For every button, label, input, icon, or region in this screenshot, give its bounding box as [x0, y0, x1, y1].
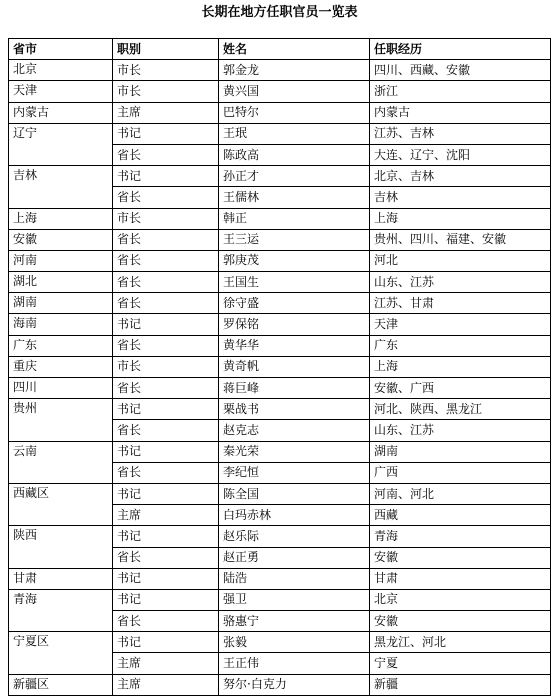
- officials-table: [8, 38, 551, 696]
- table-row: [9, 568, 551, 589]
- cell-name: 王珉: [219, 123, 370, 144]
- cell-name: 王三运: [219, 229, 370, 250]
- table-title: 长期在地方任职官员一览表: [201, 5, 358, 20]
- table-row: [9, 166, 551, 187]
- table-row: [9, 229, 551, 250]
- cell-position: 省长: [113, 293, 219, 314]
- cell-experience: 河北: [370, 250, 551, 271]
- cell-position: 市长: [113, 356, 219, 377]
- table-row: [9, 399, 551, 420]
- table-row: [9, 483, 551, 504]
- cell-experience: 江苏、吉林: [370, 123, 551, 144]
- cell-name: 郭金龙: [219, 60, 370, 81]
- cell-name: 王国生: [219, 272, 370, 293]
- cell-experience: 广东: [370, 335, 551, 356]
- cell-name: 韩正: [219, 208, 370, 229]
- cell-province: 天津: [9, 81, 113, 102]
- table-row: [9, 378, 551, 399]
- header-row: [9, 39, 551, 60]
- cell-position: 主席: [113, 102, 219, 123]
- cell-experience: 河南、河北: [370, 483, 551, 504]
- cell-position: 书记: [113, 632, 219, 653]
- cell-name: 徐守盛: [219, 293, 370, 314]
- table-row: [9, 589, 551, 610]
- table-row: [9, 632, 551, 653]
- table-row: [9, 208, 551, 229]
- cell-experience: 宁夏: [370, 653, 551, 674]
- cell-position: 书记: [113, 166, 219, 187]
- cell-name: 黄华华: [219, 335, 370, 356]
- cell-name: 陈全国: [219, 483, 370, 504]
- cell-name: 王儒林: [219, 187, 370, 208]
- header-position: 职别: [113, 39, 219, 60]
- cell-position: 省长: [113, 420, 219, 441]
- cell-province: 甘肃: [9, 568, 113, 589]
- cell-position: 省长: [113, 229, 219, 250]
- cell-name: 努尔·白克力: [219, 674, 370, 695]
- cell-position: 书记: [113, 568, 219, 589]
- cell-position: 主席: [113, 505, 219, 526]
- cell-province: 新疆区: [9, 674, 113, 695]
- table-row: [9, 81, 551, 102]
- cell-name: 郭庚茂: [219, 250, 370, 271]
- cell-province: 广东: [9, 335, 113, 356]
- cell-province: 海南: [9, 314, 113, 335]
- cell-name: 陈政高: [219, 144, 370, 165]
- cell-province: 吉林: [9, 166, 113, 208]
- cell-experience: 新疆: [370, 674, 551, 695]
- cell-province: 上海: [9, 208, 113, 229]
- table-row: [9, 674, 551, 695]
- cell-name: 罗保铭: [219, 314, 370, 335]
- cell-experience: 安徽、广西: [370, 378, 551, 399]
- cell-name: 骆惠宁: [219, 611, 370, 632]
- cell-experience: 安徽: [370, 547, 551, 568]
- cell-position: 省长: [113, 547, 219, 568]
- cell-province: 宁夏区: [9, 632, 113, 674]
- table-row: [9, 314, 551, 335]
- cell-province: 重庆: [9, 356, 113, 377]
- cell-experience: 山东、江苏: [370, 272, 551, 293]
- cell-position: 书记: [113, 314, 219, 335]
- cell-name: 赵正勇: [219, 547, 370, 568]
- cell-position: 书记: [113, 123, 219, 144]
- cell-name: 巴特尔: [219, 102, 370, 123]
- cell-experience: 江苏、甘肃: [370, 293, 551, 314]
- cell-name: 黄兴国: [219, 81, 370, 102]
- cell-province: 青海: [9, 589, 113, 631]
- cell-name: 王正伟: [219, 653, 370, 674]
- cell-experience: 四川、西藏、安徽: [370, 60, 551, 81]
- cell-province: 辽宁: [9, 123, 113, 165]
- cell-name: 陆浩: [219, 568, 370, 589]
- table-row: [9, 356, 551, 377]
- cell-experience: 浙江: [370, 81, 551, 102]
- cell-province: 湖南: [9, 293, 113, 314]
- cell-position: 省长: [113, 187, 219, 208]
- cell-province: 西藏区: [9, 483, 113, 525]
- cell-position: 书记: [113, 526, 219, 547]
- cell-province: 云南: [9, 441, 113, 483]
- cell-name: 赵乐际: [219, 526, 370, 547]
- header-province: 省市: [9, 39, 113, 60]
- cell-name: 强卫: [219, 589, 370, 610]
- cell-experience: 河北、陕西、黑龙江: [370, 399, 551, 420]
- cell-name: 黄奇帆: [219, 356, 370, 377]
- cell-position: 书记: [113, 483, 219, 504]
- cell-experience: 天津: [370, 314, 551, 335]
- cell-province: 内蒙古: [9, 102, 113, 123]
- cell-name: 秦光荣: [219, 441, 370, 462]
- cell-experience: 大连、辽宁、沈阳: [370, 144, 551, 165]
- header-name: 姓名: [219, 39, 370, 60]
- cell-experience: 广西: [370, 462, 551, 483]
- cell-name: 蒋巨峰: [219, 378, 370, 399]
- cell-position: 主席: [113, 674, 219, 695]
- cell-province: 安徽: [9, 229, 113, 250]
- cell-name: 白玛赤林: [219, 505, 370, 526]
- cell-position: 省长: [113, 462, 219, 483]
- cell-province: 陕西: [9, 526, 113, 568]
- cell-position: 书记: [113, 441, 219, 462]
- table-row: [9, 441, 551, 462]
- cell-name: 张毅: [219, 632, 370, 653]
- cell-name: 李纪恒: [219, 462, 370, 483]
- cell-name: 栗战书: [219, 399, 370, 420]
- cell-position: 省长: [113, 335, 219, 356]
- cell-position: 市长: [113, 208, 219, 229]
- table-row: [9, 335, 551, 356]
- cell-position: 书记: [113, 589, 219, 610]
- cell-experience: 上海: [370, 356, 551, 377]
- cell-experience: 北京: [370, 589, 551, 610]
- cell-province: 贵州: [9, 399, 113, 441]
- table-body: [9, 60, 551, 696]
- cell-province: 四川: [9, 378, 113, 399]
- cell-experience: 甘肃: [370, 568, 551, 589]
- cell-experience: 黑龙江、河北: [370, 632, 551, 653]
- cell-province: 北京: [9, 60, 113, 81]
- cell-experience: 北京、吉林: [370, 166, 551, 187]
- cell-position: 市长: [113, 60, 219, 81]
- header-experience: 任职经历: [370, 39, 551, 60]
- cell-position: 省长: [113, 144, 219, 165]
- cell-experience: 山东、江苏: [370, 420, 551, 441]
- cell-experience: 上海: [370, 208, 551, 229]
- cell-province: 湖北: [9, 272, 113, 293]
- cell-position: 书记: [113, 399, 219, 420]
- cell-experience: 青海: [370, 526, 551, 547]
- cell-experience: 吉林: [370, 187, 551, 208]
- cell-experience: 贵州、四川、福建、安徽: [370, 229, 551, 250]
- table-row: [9, 526, 551, 547]
- cell-position: 省长: [113, 250, 219, 271]
- table-row: [9, 123, 551, 144]
- cell-position: 市长: [113, 81, 219, 102]
- cell-name: 赵克志: [219, 420, 370, 441]
- cell-position: 省长: [113, 611, 219, 632]
- cell-experience: 湖南: [370, 441, 551, 462]
- cell-experience: 内蒙古: [370, 102, 551, 123]
- cell-position: 省长: [113, 272, 219, 293]
- table-row: [9, 102, 551, 123]
- table-row: [9, 293, 551, 314]
- cell-province: 河南: [9, 250, 113, 271]
- cell-name: 孙正才: [219, 166, 370, 187]
- cell-position: 主席: [113, 653, 219, 674]
- table-row: [9, 272, 551, 293]
- table-row: [9, 250, 551, 271]
- cell-position: 省长: [113, 378, 219, 399]
- cell-experience: 安徽: [370, 611, 551, 632]
- cell-experience: 西藏: [370, 505, 551, 526]
- table-row: [9, 60, 551, 81]
